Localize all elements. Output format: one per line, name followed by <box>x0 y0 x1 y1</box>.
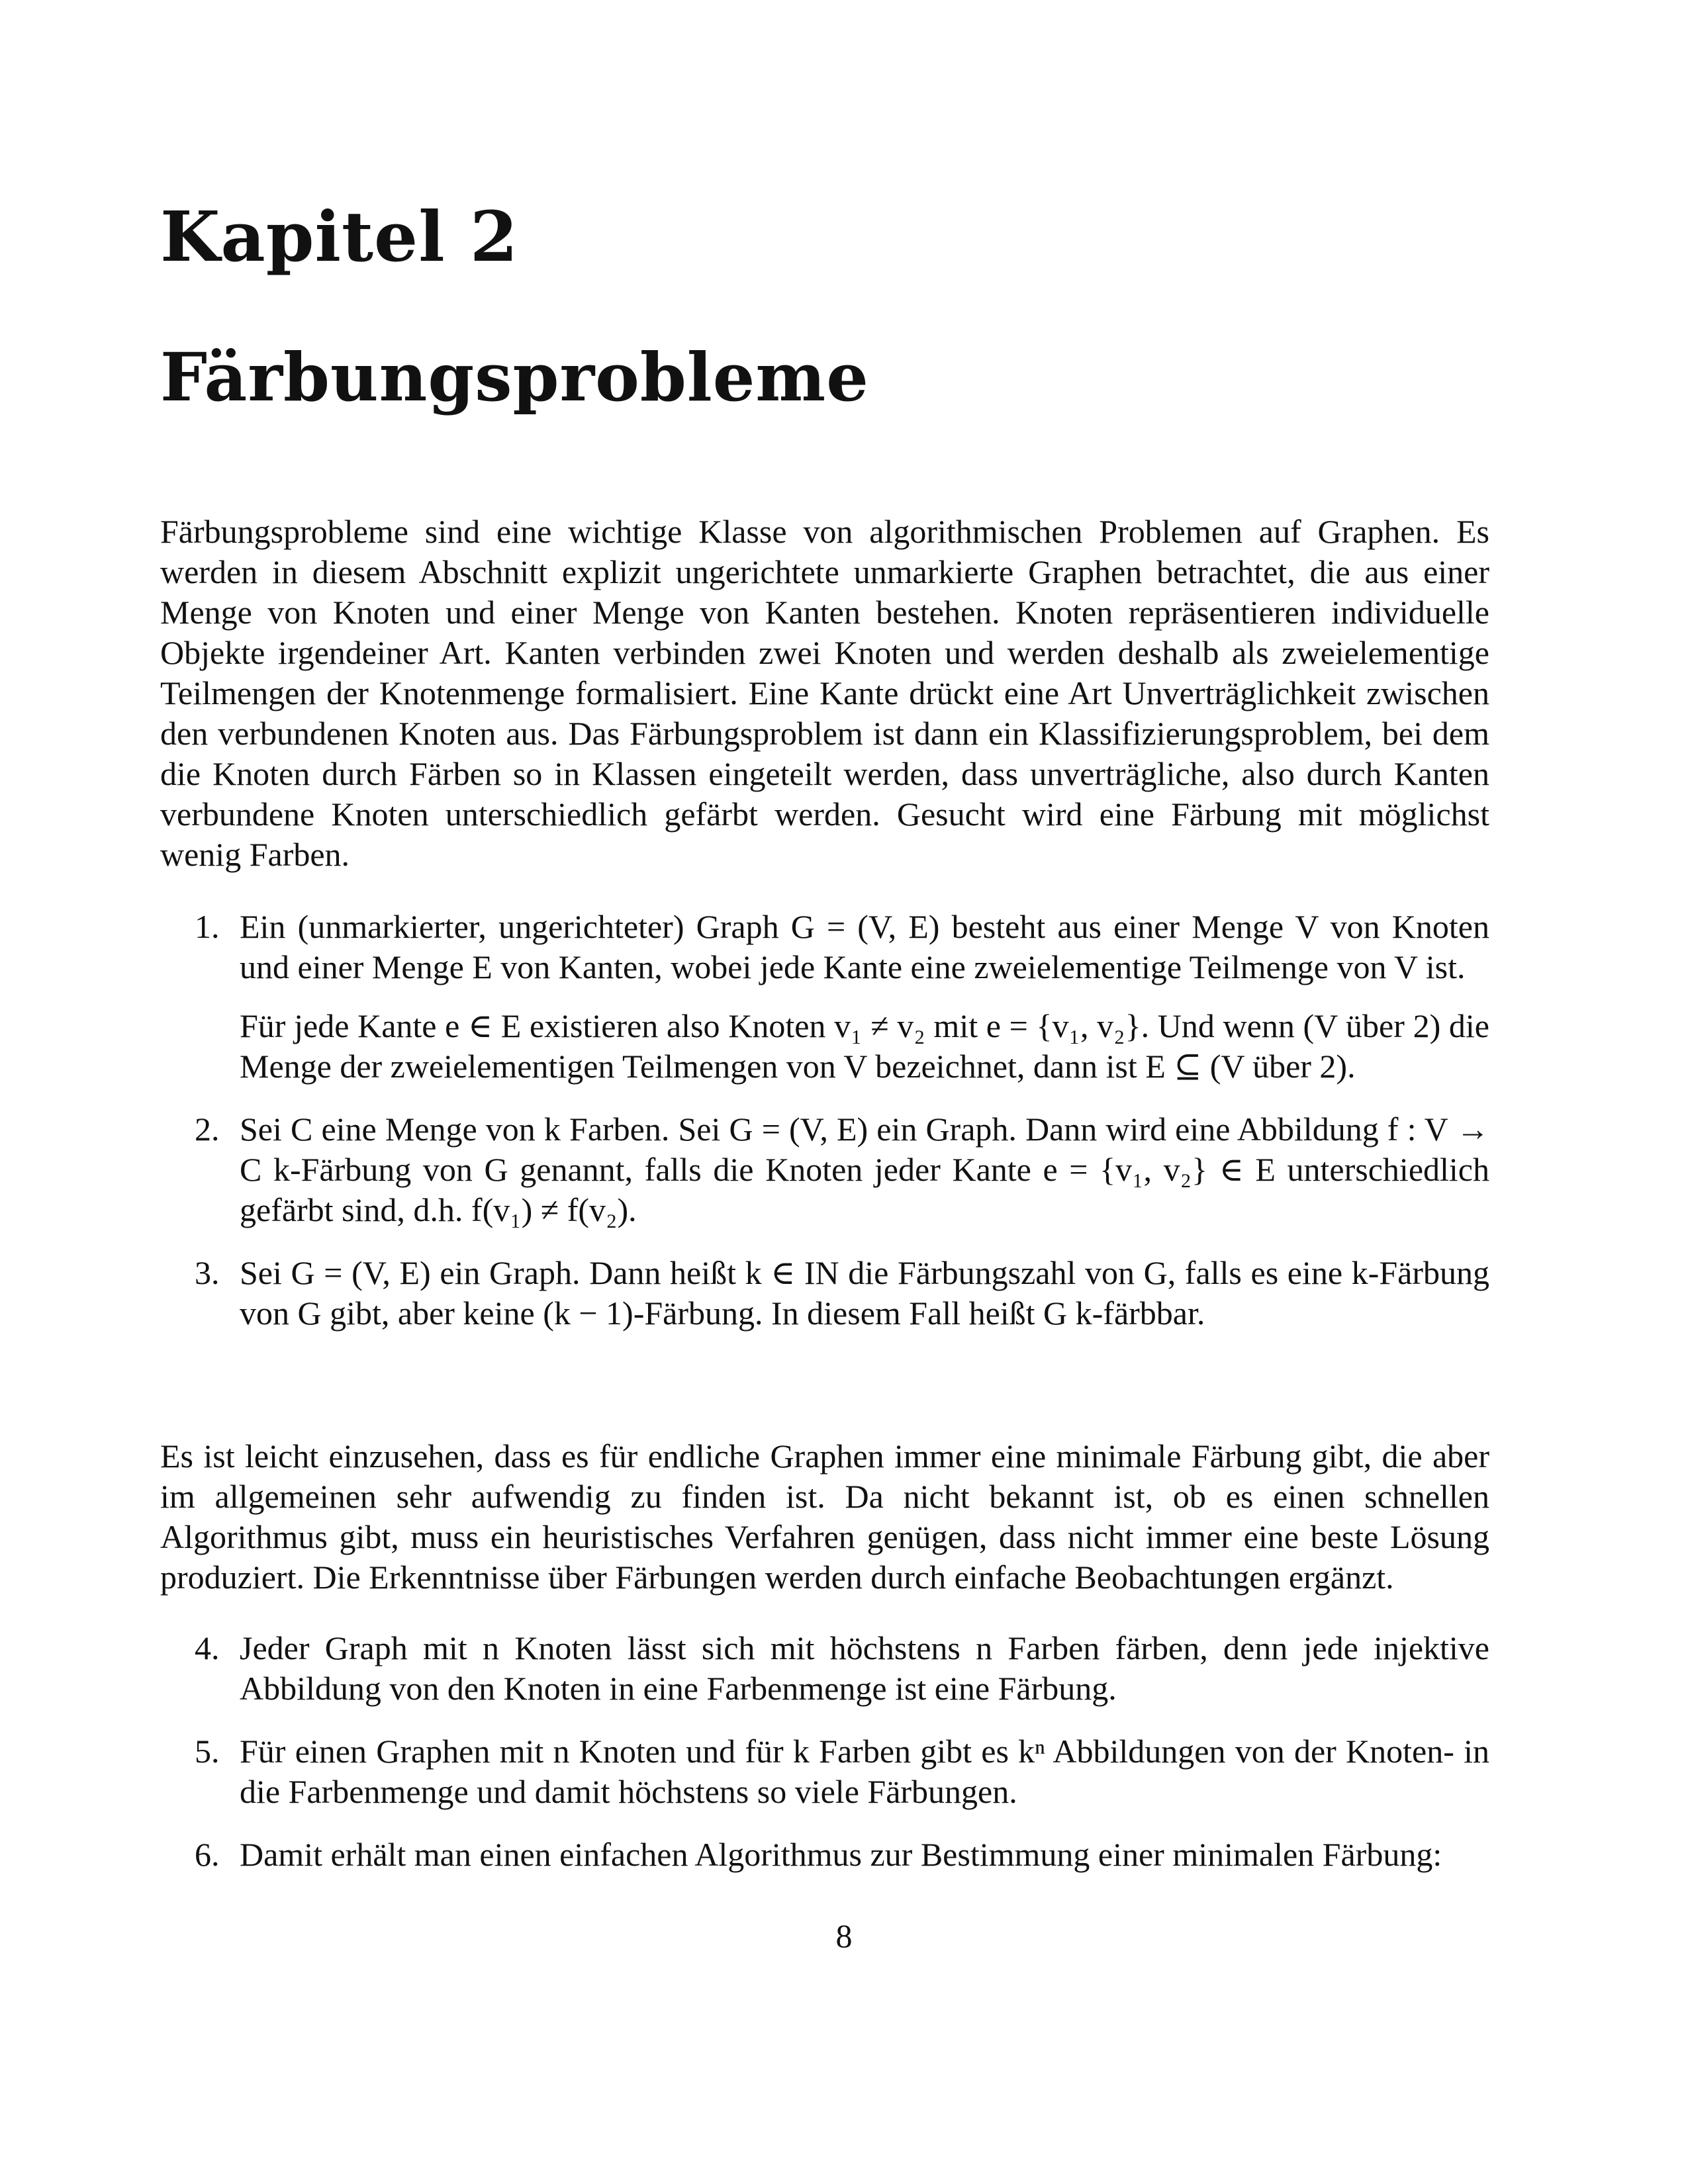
list-item-number: 3. <box>195 1254 220 1291</box>
list-item-number: 1. <box>195 908 220 945</box>
list-item-text: Für einen Graphen mit n Knoten und für k Farben gibt es kⁿ Abbildungen von der Knoten- in die Farbenmenge und damit höchstens so viele Färbungen. <box>240 1733 1489 1810</box>
list-item <box>160 1109 1489 1230</box>
page-number: 8 <box>835 1917 853 1954</box>
list-item <box>160 1628 1489 1709</box>
observation-list <box>160 1628 1489 1897</box>
observation-paragraph: Es ist leicht einzusehen, dass es für endliche Graphen immer eine minimale Färbung gibt, die aber im allgemeinen sehr aufwendig zu finden ist. Da nicht bekannt ist, ob es einen schnellen Algorithmus gibt, muss ein heuristisches Verfahren genügen, dass nicht immer eine beste Lösung produziert. Die Erkenntnisse über Färbungen werden durch einfache Beobachtungen ergänzt. <box>160 1437 1489 1596</box>
definition-list <box>160 907 1489 1356</box>
list-item-number: 2. <box>195 1111 220 1148</box>
chapter-label: Kapitel 2 <box>160 196 519 277</box>
list-item <box>160 1731 1489 1812</box>
list-item-text: Sei C eine Menge von k Farben. Sei G = (V, E) ein Graph. Dann wird eine Abbildung f : V → C k-Färbung von G genannt, falls die Knoten jeder Kante e = {v₁, v₂} ∈ E unterschiedlich gefärbt sind, d.h. f(v₁) ≠ f(v₂). <box>240 1111 1489 1228</box>
list-item-text: Ein (unmarkierter, ungerichteter) Graph G = (V, E) besteht aus einer Menge V von Knoten und einer Menge E von Kanten, wobei jede Kante eine zweielementige Teilmenge von V ist. <box>240 908 1489 985</box>
list-item-text: Sei G = (V, E) ein Graph. Dann heißt k ∈ IN die Färbungszahl von G, falls es eine k-Färbung von G gibt, aber keine (k − 1)-Färbung. In diesem Fall heißt G k-färbbar. <box>240 1254 1489 1332</box>
list-item-text: Damit erhält man einen einfachen Algorithmus zur Bestimmung einer minimalen Färbung: <box>240 1836 1442 1873</box>
list-item <box>160 1835 1489 1875</box>
list-item-subtext: Für jede Kante e ∈ E existieren also Knoten v₁ ≠ v₂ mit e = {v₁, v₂}. Und wenn (V über 2) die Menge der zweielementigen Teilmengen von V bezeichnet, dann ist E ⊆ (V über 2). <box>240 1007 1489 1085</box>
list-item <box>160 907 1489 1087</box>
list-item-text: Jeder Graph mit n Knoten lässt sich mit höchstens n Farben färben, denn jede injektive Abbildung von den Knoten in eine Farbenmenge ist eine Färbung. <box>240 1629 1489 1707</box>
list-item <box>160 1253 1489 1334</box>
chapter-title: Färbungsprobleme <box>160 338 869 416</box>
list-item-number: 5. <box>195 1733 220 1770</box>
list-item-number: 4. <box>195 1629 220 1666</box>
intro-paragraph: Färbungsprobleme sind eine wichtige Klasse von algorithmischen Problemen auf Graphen. Es werden in diesem Abschnitt explizit ungerichtete unmarkierte Graphen betrachtet, die aus einer Menge von Knoten und einer Menge von Kanten bestehen. Knoten repräsentieren individuelle Objekte irgendeiner Art. Kanten verbinden zwei Knoten und werden deshalb als zweielementige Teilmengen der Knotenmenge formalisiert. Eine Kante drückt eine Art Unverträglichkeit zwischen den verbundenen Knoten aus. Das Färbungsproblem ist dann ein Klassifizierungsproblem, bei dem die Knoten durch Färben so in Klassen eingeteilt werden, dass unverträgliche, also durch Kanten verbundene Knoten unterschiedlich gefärbt werden. Gesucht wird eine Färbung mit möglichst wenig Farben. <box>160 513 1489 873</box>
list-item-number: 6. <box>195 1836 220 1873</box>
